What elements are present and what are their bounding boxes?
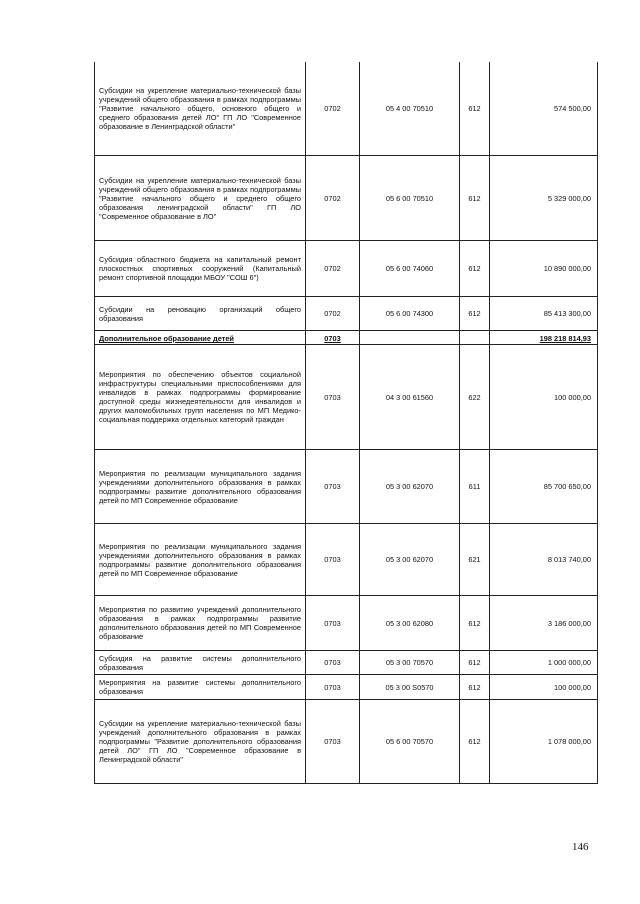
- row-description: Субсидии на реновацию организаций общего образования: [94, 297, 306, 330]
- row-amount: 85 413 300,00: [490, 297, 598, 330]
- row-amount: 8 013 740,00: [490, 524, 598, 595]
- table-row: [94, 345, 598, 450]
- table-row: [94, 675, 598, 700]
- row-target-code: 05 3 00 62080: [360, 596, 460, 650]
- table-row: [94, 524, 598, 596]
- row-amount: 10 890 000,00: [490, 241, 598, 296]
- row-amount: 100 000,00: [490, 675, 598, 699]
- table-row: [94, 596, 598, 651]
- row-section-code: 0702: [306, 62, 360, 155]
- row-expense-type: 612: [460, 651, 490, 674]
- row-target-code: 05 6 00 74060: [360, 241, 460, 296]
- row-amount: 100 000,00: [490, 345, 598, 449]
- row-amount: 198 218 814,93: [490, 331, 598, 344]
- row-expense-type: 621: [460, 524, 490, 595]
- row-description: Мероприятия по обеспечению объектов социальной инфраструктуры специальными приспособлениями для инвалидов в рамках подпрограммы формирование доступной среды жизнедеятельности для инвалидов и других маломобильных групп населения по МП Медико-социальная поддержка отдельных категорий граждан: [94, 345, 306, 449]
- row-expense-type: 612: [460, 596, 490, 650]
- table-row: [94, 241, 598, 297]
- row-amount: 85 700 650,00: [490, 450, 598, 523]
- row-expense-type: 612: [460, 297, 490, 330]
- row-target-code: 04 3 00 61560: [360, 345, 460, 449]
- row-target-code: 05 6 00 74300: [360, 297, 460, 330]
- row-expense-type: 612: [460, 700, 490, 783]
- row-expense-type: 622: [460, 345, 490, 449]
- table-row: [94, 156, 598, 241]
- row-description: Дополнительное образование детей: [94, 331, 306, 344]
- row-description: Субсидия областного бюджета на капитальный ремонт плоскостных спортивных сооружений (Капитальный ремонт спортивной площадки МБОУ "СОШ 6"): [94, 241, 306, 296]
- row-target-code: 05 6 00 70570: [360, 700, 460, 783]
- row-description: Мероприятия по реализации муниципального задания учреждениями дополнительного образования в рамках подпрограммы развитие дополнительного образования детей по МП Современное образование: [94, 524, 306, 595]
- row-description: Субсидии на укрепление материально-технической базы учреждений дополнительного образования в рамках подпрограммы "Развитие дополнительного образования детей ЛО" ГП ЛО "Современное образование в Ленинградской области": [94, 700, 306, 783]
- table-row: [94, 651, 598, 675]
- row-section-code: 0703: [306, 450, 360, 523]
- row-section-code: 0702: [306, 241, 360, 296]
- row-amount: 5 329 000,00: [490, 156, 598, 240]
- row-target-code: 05 6 00 70510: [360, 156, 460, 240]
- row-amount: 3 186 000,00: [490, 596, 598, 650]
- row-section-code: 0703: [306, 651, 360, 674]
- row-target-code: 05 4 00 70510: [360, 62, 460, 155]
- table-row: [94, 700, 598, 784]
- row-description: Субсидия на развитие системы дополнительного образования: [94, 651, 306, 674]
- row-target-code: 05 3 00 70570: [360, 651, 460, 674]
- row-description: Субсидии на укрепление материально-технической базы учреждений общего образования в рамках подпрограммы "Развитие начального общего, основного общего и среднего образования детей ЛО" ГП ЛО "Современное образование в Ленинградской области": [94, 62, 306, 155]
- row-amount: 1 078 000,00: [490, 700, 598, 783]
- row-description: Мероприятия по реализации муниципального задания учреждениями дополнительного образования в рамках подпрограммы развитие дополнительного образования детей по МП Современное образование: [94, 450, 306, 523]
- row-section-code: 0703: [306, 345, 360, 449]
- page-number: 146: [572, 841, 589, 853]
- row-section-code: 0703: [306, 675, 360, 699]
- row-target-code: [360, 331, 460, 344]
- table-row-section-total: [94, 331, 598, 345]
- table-row: [94, 450, 598, 524]
- row-expense-type: [460, 331, 490, 344]
- row-target-code: 05 3 00 S0570: [360, 675, 460, 699]
- row-expense-type: 612: [460, 156, 490, 240]
- row-expense-type: 612: [460, 675, 490, 699]
- table-row: [94, 62, 598, 156]
- row-amount: 1 000 000,00: [490, 651, 598, 674]
- row-section-code: 0702: [306, 156, 360, 240]
- row-expense-type: 611: [460, 450, 490, 523]
- table-row: [94, 297, 598, 331]
- budget-table: [94, 62, 598, 784]
- row-section-code: 0703: [306, 596, 360, 650]
- row-section-code: 0703: [306, 331, 360, 344]
- row-description: Мероприятия на развитие системы дополнительного образования: [94, 675, 306, 699]
- row-description: Мероприятия по развитию учреждений дополнительного образования в рамках подпрограммы развитие дополнительного образования детей по МП Современное образование: [94, 596, 306, 650]
- row-expense-type: 612: [460, 241, 490, 296]
- row-expense-type: 612: [460, 62, 490, 155]
- row-description: Субсидии на укрепление материально-технической базы учреждений общего образования в рамках подпрограммы "Развитие начального общего и среднего общего образования ленинградской области" ГП ЛО "Современное образование в ЛО": [94, 156, 306, 240]
- row-section-code: 0702: [306, 297, 360, 330]
- row-target-code: 05 3 00 62070: [360, 524, 460, 595]
- row-section-code: 0703: [306, 524, 360, 595]
- row-section-code: 0703: [306, 700, 360, 783]
- row-target-code: 05 3 00 62070: [360, 450, 460, 523]
- row-amount: 574 500,00: [490, 62, 598, 155]
